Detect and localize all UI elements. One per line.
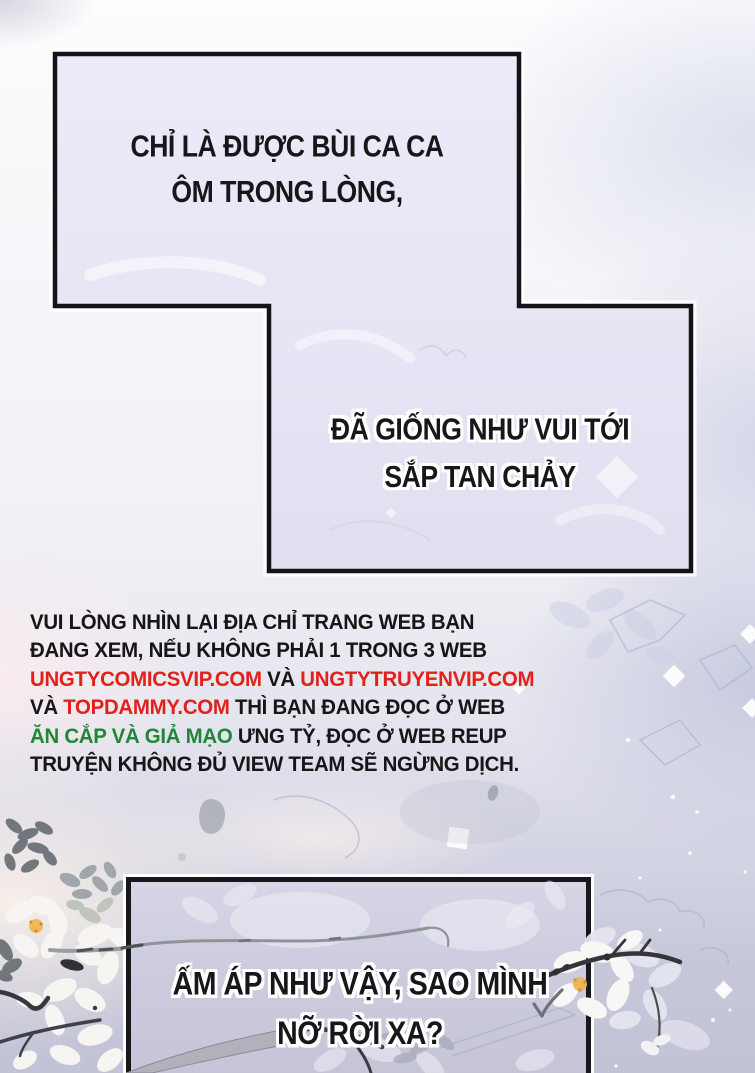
warning-text: ĂN CẮP VÀ GIẢ MẠO [30, 723, 233, 748]
site-url-3: TOPDAMMY.COM [63, 695, 230, 720]
notice-text: THÌ BẠN ĐANG ĐỌC Ở WEB [229, 695, 505, 720]
notice-text: TRUYỆN KHÔNG ĐỦ VIEW TEAM SẼ NGỪNG DỊCH. [30, 752, 519, 777]
site-url-2: UNGTYTRUYENVIP.COM [300, 666, 535, 691]
speech-line: SẮP TAN CHẢY [384, 460, 576, 494]
notice-text: ĐANG XEM, NẾU KHÔNG PHẢI 1 TRONG 3 WEB [30, 638, 487, 663]
speech-line: CHỈ LÀ ĐƯỢC BÙI CA CA [130, 129, 444, 163]
site-url-1: UNGTYCOMICSVIP.COM [30, 666, 262, 691]
notice-text: VÀ [261, 666, 301, 691]
notice-text: VÀ [30, 695, 64, 720]
speech-line: NỠ RỜI XA? [277, 1016, 443, 1052]
speech-line: ÔM TRONG LÒNG, [171, 174, 403, 209]
notice-text: ƯNG TỶ, ĐỌC Ở WEB REUP [232, 723, 507, 748]
speech-line: ẤM ÁP NHƯ VẬY, SAO MÌNH [172, 966, 548, 1003]
speech-line: ĐÃ GIỐNG NHƯ VUI TỚI [330, 412, 630, 446]
notice-text: VUI LÒNG NHÌN LẠI ĐỊA CHỈ TRANG WEB BẠN [30, 610, 475, 634]
speech-text-panel3 [142, 960, 579, 1059]
